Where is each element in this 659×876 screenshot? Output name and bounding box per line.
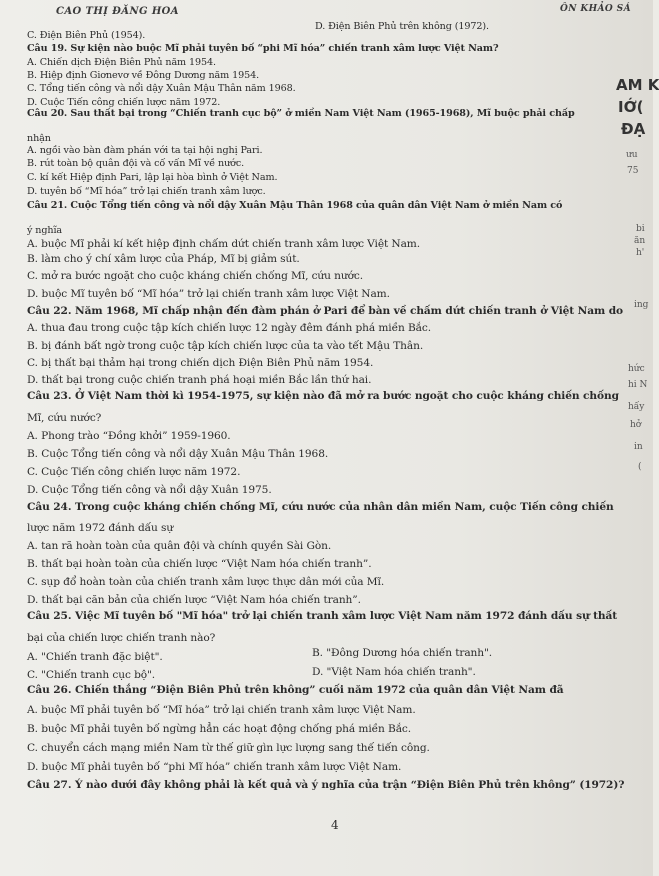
margin-fragment: (	[638, 462, 642, 472]
option-line: C. chuyển cách mạng miền Nam từ thế giữ gìn lực lượng sang thế tiến công.	[27, 742, 430, 754]
option-line: D. "Việt Nam hóa chiến tranh".	[312, 666, 476, 678]
option-line: A. tan rã hoàn toàn của quân đội và chính quyền Sài Gòn.	[27, 540, 332, 552]
text-line: D. Điện Biên Phủ trên không (1972).	[315, 21, 489, 32]
page-number: 4	[331, 818, 339, 832]
margin-fragment: hở	[630, 420, 642, 430]
option-line: C. "Chiến tranh cục bộ".	[27, 669, 156, 681]
option-line: A. Chiến dịch Điện Biên Phủ năm 1954.	[27, 57, 216, 68]
question-19: Câu 19. Sự kiện nào buộc Mĩ phải tuyên bố “phi Mĩ hóa” chiến tranh xâm lược Việt Nam?	[27, 43, 499, 54]
option-line: B. rút toàn bộ quân đội và cố vấn Mĩ về nước.	[27, 158, 245, 169]
question-25: Câu 25. Việc Mĩ tuyên bố "Mĩ hóa" trở lại chiến tranh xâm lược Việt Nam năm 1972 đánh dấu sự thất	[27, 610, 618, 622]
question-21: Câu 21. Cuộc Tổng tiến công và nổi dậy Xuân Mậu Thân 1968 của quân dân Việt Nam ở miền Nam có	[27, 200, 563, 211]
text-line: C. Điện Biên Phủ (1954).	[27, 30, 146, 41]
question-22: Câu 22. Năm 1968, Mĩ chấp nhận đến đàm phán ở Pari để bàn về chấm dứt chiến tranh ở Việt Nam do	[27, 305, 623, 317]
option-line: D. thất bại trong cuộc chiến tranh phá hoại miền Bắc lần thứ hai.	[27, 374, 372, 386]
margin-fragment: 75	[627, 166, 639, 176]
option-line: B. Cuộc Tổng tiến công và nổi dậy Xuân Mậu Thân 1968.	[27, 448, 329, 460]
margin-fragment: ĐẠ	[621, 120, 646, 138]
option-line: A. buộc Mĩ phải kí kết hiệp định chấm dứt chiến tranh xâm lược Việt Nam.	[27, 238, 421, 250]
text-line: Mĩ, cứu nước?	[27, 412, 102, 424]
margin-fragment: hức	[628, 364, 645, 374]
option-line: B. buộc Mĩ phải tuyên bố ngừng hẳn các hoạt động chống phá miền Bắc.	[27, 723, 412, 735]
option-line: D. buộc Mĩ tuyên bố “Mĩ hóa” trở lại chiến tranh xâm lược Việt Nam.	[27, 288, 390, 300]
option-line: C. sụp đổ hoàn toàn của chiến tranh xâm lược thực dân mới của Mĩ.	[27, 576, 385, 588]
option-line: C. bị thất bại thảm hại trong chiến dịch Điện Biên Phủ năm 1954.	[27, 357, 374, 369]
margin-fragment: IỚ(	[618, 98, 644, 116]
question-24: Câu 24. Trong cuộc kháng chiến chống Mĩ, cứu nước của nhân dân miền Nam, cuộc Tiến công chiến	[27, 501, 614, 513]
option-line: D. Cuộc Tiến công chiến lược năm 1972.	[27, 97, 221, 108]
option-line: C. kí kết Hiệp định Pari, lập lại hòa bình ở Việt Nam.	[27, 172, 278, 183]
author-header: CAO THỊ ĐĂNG HOA	[56, 6, 179, 17]
margin-fragment: in	[634, 442, 643, 452]
series-header: ÔN KHẢO SÁ	[560, 4, 631, 14]
text-line: ý nghĩa	[27, 225, 63, 236]
option-line: B. thất bại hoàn toàn của chiến lược “Việt Nam hóa chiến tranh”.	[27, 558, 372, 570]
option-line: C. Cuộc Tiến công chiến lược năm 1972.	[27, 466, 241, 478]
option-line: A. Phong trào “Đồng khởi” 1959-1960.	[27, 430, 231, 442]
option-line: B. làm cho ý chí xâm lược của Pháp, Mĩ bị giảm sút.	[27, 253, 300, 265]
option-line: D. Cuộc Tổng tiến công và nổi dậy Xuân 1975.	[27, 484, 272, 496]
text-line: nhận	[27, 133, 51, 144]
option-line: A. buộc Mĩ phải tuyên bố “Mĩ hóa” trở lại chiến tranh xâm lược Việt Nam.	[27, 704, 416, 716]
question-27: Câu 27. Ý nào dưới đây không phải là kết quả và ý nghĩa của trận “Điện Biên Phủ trên không” (1972)?	[27, 779, 625, 791]
margin-fragment: ing	[634, 300, 649, 310]
option-line: D. tuyên bố “Mĩ hóa” trở lại chiến tranh xâm lược.	[27, 186, 266, 197]
option-line: C. mở ra bước ngoặt cho cuộc kháng chiến chống Mĩ, cứu nước.	[27, 270, 363, 282]
margin-fragment: bi	[636, 224, 645, 234]
option-line: A. thua đau trong cuộc tập kích chiến lược 12 ngày đêm đánh phá miền Bắc.	[27, 322, 431, 334]
option-line: A. ngồi vào bàn đàm phán với ta tại hội nghị Pari.	[27, 145, 263, 156]
option-line: B. Hiệp định Giơnevơ về Đông Dương năm 1954.	[27, 70, 260, 81]
option-line: D. buộc Mĩ phải tuyên bố “phi Mĩ hóa” chiến tranh xâm lược Việt Nam.	[27, 761, 402, 773]
text-line: lược năm 1972 đánh dấu sự	[27, 522, 174, 534]
question-20: Câu 20. Sau thất bại trong “Chiến tranh cục bộ” ở miền Nam Việt Nam (1965-1968), Mĩ buộc phải chấp	[27, 108, 575, 119]
text-line: bại của chiến lược chiến tranh nào?	[27, 632, 216, 644]
question-23: Câu 23. Ở Việt Nam thời kì 1954-1975, sự kiện nào đã mở ra bước ngoặt cho cuộc kháng chiến chống	[27, 390, 619, 402]
option-line: A. "Chiến tranh đặc biệt".	[27, 651, 163, 663]
margin-fragment: hấy	[628, 402, 645, 412]
margin-fragment: AM K	[616, 76, 659, 94]
margin-fragment: ăn	[634, 236, 646, 246]
option-line: B. "Đông Dương hóa chiến tranh".	[312, 647, 493, 659]
option-line: D. thất bại căn bản của chiến lược “Việt Nam hóa chiến tranh”.	[27, 594, 361, 606]
margin-fragment: ưu	[626, 150, 638, 160]
question-26: Câu 26. Chiến thắng “Điện Biên Phủ trên không” cuối năm 1972 của quân dân Việt Nam đã	[27, 684, 564, 696]
margin-fragment: h'	[636, 248, 645, 258]
margin-fragment: hi N	[628, 380, 648, 390]
option-line: B. bị đánh bất ngờ trong cuộc tập kích chiến lược của ta vào tết Mậu Thân.	[27, 340, 424, 352]
option-line: C. Tổng tiến công và nổi dậy Xuân Mậu Thân năm 1968.	[27, 83, 296, 94]
